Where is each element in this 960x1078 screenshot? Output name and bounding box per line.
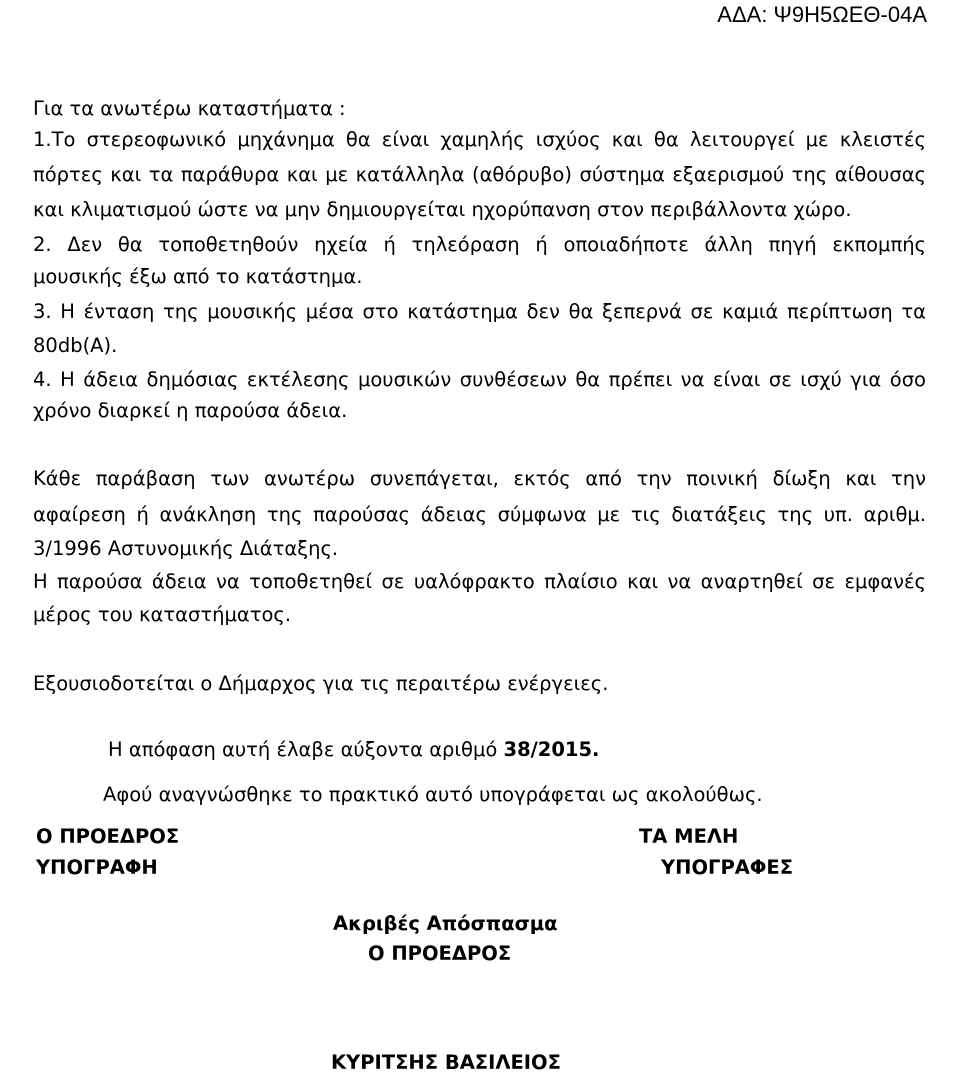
signed-note: Αφού αναγνώσθηκε το πρακτικό αυτό υπογράφεται ως ακολούθως.	[103, 783, 763, 806]
item1-line3: και κλιματισμού ώστε να μην δημιουργείται ηχορύπανση στον περιβάλλοντα χώρο.	[33, 198, 852, 221]
intro-line: Για τα ανωτέρω καταστήματα :	[33, 97, 346, 120]
item2-line2: μουσικής έξω από το κατάστημα.	[33, 265, 363, 288]
item3-line2: 80db(A).	[33, 334, 118, 357]
decision-number: 38/2015.	[503, 738, 600, 761]
extract-title: Ακριβές Απόσπασμα	[333, 912, 558, 935]
violation-line2: αφαίρεση ή ανάκληση της παρούσας άδειας σύμφωνα με τις διατάξεις της υπ. αριθμ.	[33, 503, 926, 526]
members-signature: ΥΠΟΓΡΑΦΕΣ	[661, 856, 794, 879]
president-title: Ο ΠΡΟΕΔΡΟΣ	[36, 825, 180, 848]
item1-line2: πόρτες και τα παράθυρα και με κατάλληλα (αθόρυβο) σύστημα εξαερισμού της αίθουσας	[33, 163, 926, 186]
signatory-name: ΚΥΡΙΤΣΗΣ ΒΑΣΙΛΕΙΟΣ	[331, 1051, 561, 1074]
extract-president: Ο ΠΡΟΕΔΡΟΣ	[368, 942, 512, 965]
violation-line3: 3/1996 Αστυνομικής Διάταξης.	[33, 537, 339, 560]
ada-code: ΑΔΑ: Ψ9Η5ΩΕΘ-04Α	[717, 2, 927, 27]
members-title: ΤΑ ΜΕΛΗ	[639, 825, 739, 848]
item4-line2: χρόνο διαρκεί η παρούσα άδεια.	[33, 399, 348, 422]
decision-text: Η απόφαση αυτή έλαβε αύξοντα αριθμό	[108, 738, 498, 761]
decision-line	[108, 737, 599, 763]
item2-line1: 2. Δεν θα τοποθετηθούν ηχεία ή τηλεόραση ή οποιαδήποτε άλλη πηγή εκπομπής	[33, 233, 926, 256]
item4-line1: 4. Η άδεια δημόσιας εκτέλεσης μουσικών συνθέσεων θα πρέπει να είναι σε ισχύ για όσο	[33, 368, 926, 391]
president-signature: ΥΠΟΓΡΑΦΗ	[36, 856, 158, 879]
item1-line1: 1.Το στερεοφωνικό μηχάνημα θα είναι χαμηλής ισχύος και θα λειτουργεί με κλειστές	[33, 128, 926, 151]
display-line1: Η παρούσα άδεια να τοποθετηθεί σε υαλόφρακτο πλαίσιο και να αναρτηθεί σε εμφανές	[33, 570, 926, 593]
display-line2: μέρος του καταστήματος.	[33, 603, 292, 626]
item3-line1: 3. Η ένταση της μουσικής μέσα στο κατάστημα δεν θα ξεπερνά σε καμιά περίπτωση τα	[33, 300, 926, 323]
authorization-line: Εξουσιοδοτείται ο Δήμαρχος για τις περαιτέρω ενέργειες.	[33, 672, 609, 695]
violation-line1: Κάθε παράβαση των ανωτέρω συνεπάγεται, εκτός από την ποινική δίωξη και την	[33, 467, 926, 490]
